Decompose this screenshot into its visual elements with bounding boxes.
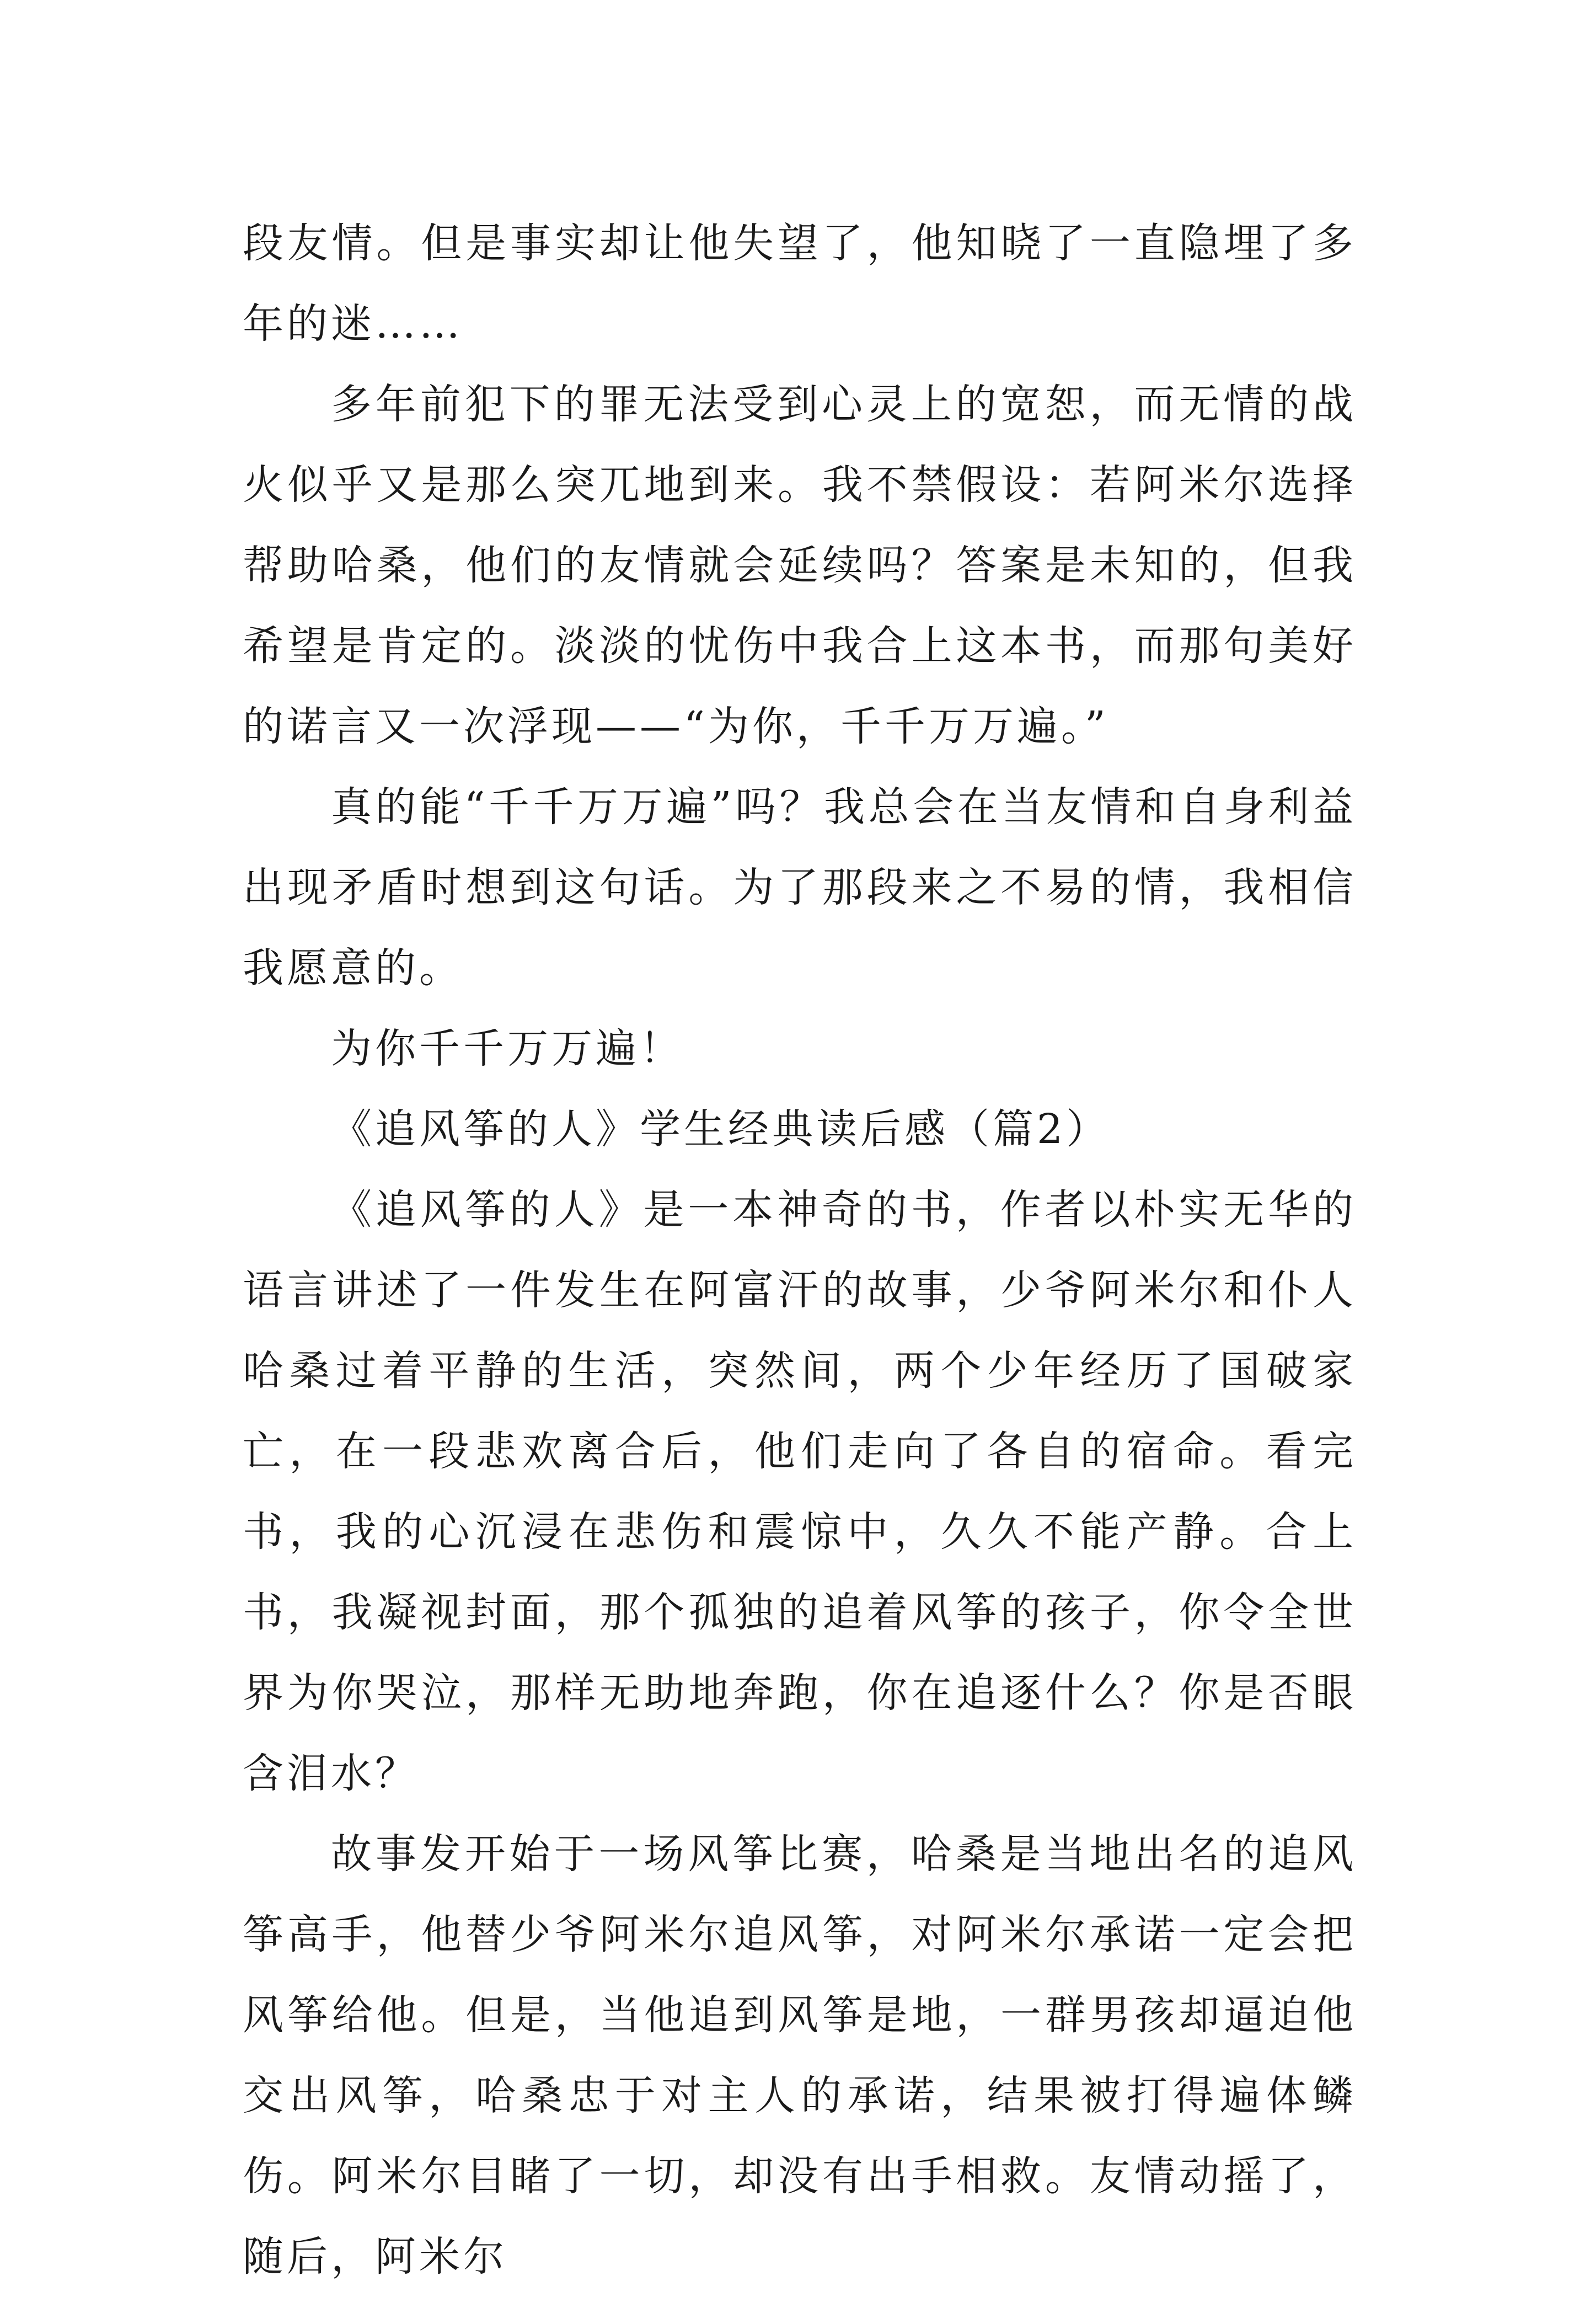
section-heading: 《追风筝的人》学生经典读后感（篇2）	[331, 1105, 1111, 1153]
paragraph-continuation: 段友情。但是事实却让他失望了，他知晓了一直隐埋了多年的迷……	[243, 220, 1357, 348]
paragraph: 故事发开始于一场风筝比赛，哈桑是当地出名的追风筝高手，他替少爷阿米尔追风筝，对阿米尔承诺一定会把风筝给他。但是，当他追到风筝是地，一群男孩却逼迫他交出风筝，哈桑忠于对主人的承诺，结果被打得遍体鳞伤。阿米尔目睹了一切，却没有出手相救。友情动摇了，随后，阿米尔	[243, 1830, 1357, 2280]
paragraph: 《追风筝的人》是一本神奇的书，作者以朴实无华的语言讲述了一件发生在阿富汗的故事，少爷阿米尔和仆人哈桑过着平静的生活，突然间，两个少年经历了国破家亡，在一段悲欢离合后，他们走向了各自的宿命。看完书，我的心沉浸在悲伤和震惊中，久久不能产静。合上书，我凝视封面，那个孤独的追着风筝的孩子，你令全世界为你哭泣，那样无助地奔跑，你在追逐什么？你是否眼含泪水？	[243, 1186, 1357, 1797]
paragraph: 多年前犯下的罪无法受到心灵上的宽恕，而无情的战火似乎又是那么突兀地到来。我不禁假设：若阿米尔选择帮助哈桑，他们的友情就会延续吗？答案是未知的，但我希望是肯定的。淡淡的忧伤中我合上这本书，而那句美好的诺言又一次浮现——“为你，千千万万遍。”	[243, 381, 1357, 750]
document-body	[243, 203, 1357, 2297]
paragraph: 为你千千万万遍！	[331, 1025, 684, 1072]
paragraph: 真的能“千千万万遍”吗？我总会在当友情和自身利益出现矛盾时想到这句话。为了那段来之不易的情，我相信我愿意的。	[243, 783, 1357, 992]
